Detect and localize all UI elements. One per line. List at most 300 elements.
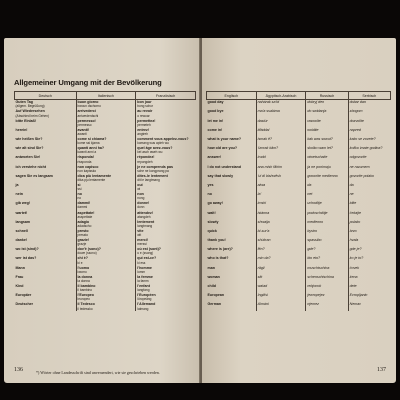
italian-term: permesso! xyxy=(77,118,96,123)
english-cell xyxy=(207,183,257,192)
french-term: attendez! xyxy=(137,210,154,215)
english-term: slowly xyxy=(207,219,219,224)
table-row xyxy=(207,302,391,311)
italian-pronunciation: non kapissko xyxy=(77,168,97,173)
german-term: ich verstehe nicht xyxy=(15,164,47,169)
english-cell xyxy=(207,137,257,146)
german-term: gib weg! xyxy=(15,201,31,206)
russian-cell: bystro xyxy=(306,229,348,238)
french-cell xyxy=(136,238,196,247)
russian-cell: gde? xyxy=(306,247,348,256)
english-cell xyxy=(207,293,257,302)
english-cell xyxy=(207,146,257,155)
english-cell xyxy=(207,118,257,127)
italian-term: l'uomo xyxy=(77,265,90,270)
french-term: l'Européen xyxy=(137,293,156,298)
english-term: child xyxy=(207,284,216,289)
german-term: Deutscher xyxy=(15,302,34,307)
italian-cell xyxy=(76,210,136,219)
italian-cell xyxy=(76,229,136,238)
serbian-cell: žena xyxy=(348,275,390,284)
french-cell xyxy=(136,219,196,228)
french-term: vite xyxy=(137,228,144,233)
russian-cell: dobryj den xyxy=(306,100,348,110)
german-cell xyxy=(15,293,77,302)
table-row xyxy=(15,137,196,146)
german-cell xyxy=(15,219,77,228)
russian-cell: ja ne ponimaju xyxy=(306,164,348,173)
table-row xyxy=(15,128,196,137)
english-term: German xyxy=(207,302,222,307)
table-row xyxy=(15,247,196,256)
french-pronunciation: dit le langtmang xyxy=(137,177,160,182)
table-row xyxy=(15,118,196,127)
german-cell xyxy=(15,192,77,201)
french-term: l'Allemand xyxy=(137,302,156,307)
russian-cell: podoschditje xyxy=(306,210,348,219)
italian-term: grazie! xyxy=(77,238,90,243)
column-header: Russisch xyxy=(306,92,348,100)
russian-cell: uchoditje xyxy=(306,201,348,210)
column-header: Französisch xyxy=(136,92,196,100)
french-term: où est (sont)? xyxy=(137,247,162,252)
italian-cell xyxy=(76,118,136,127)
german-term: sagen Sie es langsam xyxy=(15,173,53,178)
italian-pronunciation: no xyxy=(77,196,82,201)
german-term: langsam xyxy=(15,219,31,224)
french-cell xyxy=(136,164,196,173)
serbian-cell: da xyxy=(348,183,390,192)
english-term: what is your name? xyxy=(207,137,242,142)
italian-term: non capisco xyxy=(77,164,99,169)
serbian-cell: dobar dan xyxy=(348,100,390,110)
german-cell xyxy=(15,265,77,274)
arabic-cell: aiwa xyxy=(256,183,306,192)
arabic-cell: nahárak sa'íd xyxy=(256,100,306,110)
table-row xyxy=(207,275,391,284)
french-cell xyxy=(136,210,196,219)
english-cell xyxy=(207,100,257,110)
table-row xyxy=(15,265,196,274)
italian-term: il bambino xyxy=(77,284,96,289)
french-term: non xyxy=(137,192,144,197)
serbian-cell: ne xyxy=(348,192,390,201)
serbian-cell: čekajte xyxy=(348,210,390,219)
table-row xyxy=(15,164,196,173)
left-page xyxy=(4,38,200,383)
french-pronunciation: wi xyxy=(137,187,141,192)
italian-cell xyxy=(76,174,136,183)
german-term: Mann xyxy=(15,265,25,270)
serbian-cell: govorite polako xyxy=(348,174,390,183)
table-row xyxy=(207,229,391,238)
table-row xyxy=(15,183,196,192)
italian-cell xyxy=(76,100,136,110)
russian-cell: do swidanja xyxy=(306,109,348,118)
french-pronunciation: sche ne kongprang pa xyxy=(137,168,169,173)
german-term: ja xyxy=(15,182,19,187)
german-term: wie alt sind Sie? xyxy=(15,146,44,151)
german-cell xyxy=(15,238,77,247)
arabic-cell: fēn? xyxy=(256,247,306,256)
arabic-cell: ana mish fāhim xyxy=(256,164,306,173)
italian-pronunciation: dowe (ssono) xyxy=(77,251,97,256)
italian-cell xyxy=(76,256,136,265)
french-term: oui xyxy=(137,182,143,187)
french-cell xyxy=(136,265,196,274)
french-pronunciation: wit xyxy=(137,233,142,238)
french-cell xyxy=(136,229,196,238)
table-row xyxy=(15,155,196,164)
german-term: nein xyxy=(15,192,23,197)
french-pronunciation: kel asch aweh wu xyxy=(137,150,163,155)
french-term: quel âge avez-vous? xyxy=(137,146,173,151)
table-row xyxy=(15,275,196,284)
table-row xyxy=(15,302,196,311)
russian-cell: net xyxy=(306,192,348,201)
french-term: bon jour xyxy=(137,100,152,105)
table-row xyxy=(15,284,196,293)
english-cell xyxy=(207,284,257,293)
italian-pronunciation: lwomo xyxy=(77,269,87,274)
italian-pronunciation: rissponda xyxy=(77,159,92,164)
italian-term: no xyxy=(77,192,82,197)
german-cell xyxy=(15,229,77,238)
arabic-cell: irudd xyxy=(256,155,306,164)
italian-term: come si chiama? xyxy=(77,137,107,142)
french-cell xyxy=(136,183,196,192)
french-term: l'homme xyxy=(137,265,152,270)
french-term: entrez! xyxy=(137,127,150,132)
russian-cell: woidite xyxy=(306,128,348,137)
english-cell xyxy=(207,164,257,173)
french-pronunciation: repongdeh xyxy=(137,159,153,164)
german-cell xyxy=(15,137,77,146)
vocabulary-table-left xyxy=(14,91,196,311)
italian-term: dov'è (sono)? xyxy=(77,247,101,252)
russian-cell: raswolte xyxy=(306,118,348,127)
table-row xyxy=(15,174,196,183)
italian-pronunciation: pressto xyxy=(77,233,88,238)
french-cell xyxy=(136,247,196,256)
italian-pronunciation: il bambino xyxy=(77,288,93,293)
italian-pronunciation: il tedessko xyxy=(77,306,93,311)
column-header: Deutsch xyxy=(15,92,77,100)
serbian-cell: napred xyxy=(348,128,390,137)
french-cell xyxy=(136,118,196,127)
german-cell xyxy=(15,174,77,183)
italian-pronunciation: ssi xyxy=(77,187,82,192)
italian-term: arrivederci xyxy=(77,109,96,114)
german-cell xyxy=(15,164,77,173)
german-term: Frau xyxy=(15,274,24,279)
table-row xyxy=(15,256,196,265)
serbian-cell: kako se zovete? xyxy=(348,137,390,146)
french-term: dites-le lentement xyxy=(137,173,168,178)
page-number: 137 xyxy=(377,367,386,373)
french-cell xyxy=(136,146,196,155)
italian-term: il Tedesco xyxy=(77,302,95,307)
italian-pronunciation: leuropeo xyxy=(77,297,90,302)
arabic-cell: dastúr xyxy=(256,118,306,127)
russian-cell: otwetschaite xyxy=(306,155,348,164)
english-term: say that slowly xyxy=(207,173,234,178)
arabic-cell: min da? xyxy=(256,256,306,265)
arabic-cell: sitt xyxy=(256,275,306,284)
table-row xyxy=(207,293,391,302)
german-term: antworten Sie! xyxy=(15,155,41,160)
serbian-cell: čovek xyxy=(348,265,390,274)
english-cell xyxy=(207,109,257,118)
italian-cell xyxy=(76,155,136,164)
arabic-cell: 'ul di bishwēsh xyxy=(256,174,306,183)
french-pronunciation: u e (ssong) xyxy=(137,251,154,256)
french-term: lentement xyxy=(137,219,155,224)
italian-pronunciation: asspettate xyxy=(77,214,93,219)
italian-term: dammi! xyxy=(77,201,91,206)
italian-cell xyxy=(76,238,136,247)
italian-pronunciation: bwoun dschorno xyxy=(77,104,101,109)
italian-term: presto xyxy=(77,228,89,233)
french-cell xyxy=(136,302,196,311)
french-cell xyxy=(136,128,196,137)
english-cell xyxy=(207,265,257,274)
arabic-cell: imshi xyxy=(256,201,306,210)
italian-pronunciation: grazje xyxy=(77,242,87,247)
french-term: merci! xyxy=(137,238,149,243)
french-pronunciation: lomm xyxy=(137,269,146,274)
table-row xyxy=(207,109,391,118)
french-cell xyxy=(136,137,196,146)
english-term: thank you! xyxy=(207,238,226,243)
english-term: come in! xyxy=(207,127,223,132)
italian-pronunciation: permesso xyxy=(77,122,92,127)
german-cell xyxy=(15,302,77,311)
italian-cell xyxy=(76,183,136,192)
italian-cell xyxy=(76,137,136,146)
arabic-cell: la' xyxy=(256,192,306,201)
table-row xyxy=(207,155,391,164)
french-pronunciation: lalmang xyxy=(137,306,149,311)
english-term: good bye xyxy=(207,109,224,114)
french-pronunciation: permeteh xyxy=(137,122,151,127)
german-term: Europäer xyxy=(15,293,32,298)
serbian-cell: ko je to? xyxy=(348,256,390,265)
french-cell xyxy=(136,100,196,110)
english-term: no xyxy=(207,192,212,197)
english-cell xyxy=(207,229,257,238)
german-term: herein! xyxy=(15,127,28,132)
german-cell xyxy=(15,100,77,110)
table-row xyxy=(207,100,391,110)
right-page xyxy=(202,38,396,383)
french-cell xyxy=(136,192,196,201)
english-cell xyxy=(207,174,257,183)
russian-cell: kak was sowut? xyxy=(306,137,348,146)
italian-term: dica più lentamente xyxy=(77,173,112,178)
russian-cell: njemez xyxy=(306,302,348,311)
serbian-cell: dete xyxy=(348,284,390,293)
french-term: répondez! xyxy=(137,155,155,160)
english-cell xyxy=(207,201,257,210)
column-header: Ägyptisch-Arabisch xyxy=(256,92,306,100)
german-cell xyxy=(15,256,77,265)
serbian-cell: idite xyxy=(348,201,390,210)
german-cell xyxy=(15,109,77,118)
french-pronunciation: atangdeh xyxy=(137,214,151,219)
german-term: wo ist (sind)? xyxy=(15,247,39,252)
german-cell xyxy=(15,183,77,192)
italian-pronunciation: adadscho xyxy=(77,223,92,228)
french-pronunciation: langfang xyxy=(137,288,150,293)
book-spread xyxy=(4,38,396,383)
english-term: go away! xyxy=(207,201,223,206)
english-term: answer! xyxy=(207,155,222,160)
table-row xyxy=(207,183,391,192)
italian-pronunciation: dika pju lentamente xyxy=(77,177,106,182)
italian-cell xyxy=(76,219,136,228)
french-pronunciation: bong schur xyxy=(137,104,154,109)
column-header: Englisch xyxy=(207,92,257,100)
serbian-cell: koliko imate godina? xyxy=(348,146,390,155)
french-pronunciation: löropeäng xyxy=(137,297,152,302)
english-term: good day xyxy=(207,100,224,105)
table-row xyxy=(207,238,391,247)
russian-cell: skolko wam let? xyxy=(306,146,348,155)
table-row xyxy=(207,118,391,127)
italian-cell xyxy=(76,201,136,210)
arabic-cell: Ingilísi xyxy=(256,293,306,302)
french-cell xyxy=(136,256,196,265)
italian-term: sì xyxy=(77,182,81,187)
italian-cell xyxy=(76,293,136,302)
english-cell xyxy=(207,275,257,284)
italian-term: adagio xyxy=(77,219,90,224)
serbian-cell: Evropljanin xyxy=(348,293,390,302)
arabic-cell: Almáni xyxy=(256,302,306,311)
french-pronunciation: donn xyxy=(137,205,145,210)
italian-pronunciation: kwanti anni a xyxy=(77,150,97,155)
french-pronunciation: langtmang xyxy=(137,223,153,228)
english-term: quick xyxy=(207,228,217,233)
italian-term: buon giorno xyxy=(77,100,99,105)
french-cell xyxy=(136,201,196,210)
serbian-cell: hvala xyxy=(348,238,390,247)
table-row xyxy=(207,265,391,274)
italian-cell xyxy=(76,164,136,173)
french-pronunciation: angtreh xyxy=(137,131,149,136)
italian-cell xyxy=(76,192,136,201)
french-pronunciation: ki ess xyxy=(137,260,146,265)
russian-cell: medlenno xyxy=(306,219,348,228)
footnote: *) Wörter ohne Landesschrift sind unveraendert, wie sie geschrieben werden. xyxy=(36,370,160,375)
french-term: la femme xyxy=(137,274,153,279)
french-term: l'enfant xyxy=(137,284,150,289)
english-term: I do not understand xyxy=(207,164,242,169)
table-row xyxy=(15,109,196,118)
serbian-cell: brzo xyxy=(348,229,390,238)
french-pronunciation: la famm xyxy=(137,278,149,283)
italian-term: avanti! xyxy=(77,127,90,132)
french-pronunciation: o rewoar xyxy=(137,113,150,118)
italian-cell xyxy=(76,128,136,137)
table-row xyxy=(207,128,391,137)
german-cell xyxy=(15,128,77,137)
italian-pronunciation: arriwederdschi xyxy=(77,113,99,118)
table-row xyxy=(207,164,391,173)
column-header: Serbisch xyxy=(348,92,390,100)
german-cell xyxy=(15,155,77,164)
german-note: (allgem. Begrüßung) xyxy=(15,104,45,109)
german-note: (Abschied beim Gehen) xyxy=(15,113,49,118)
french-cell xyxy=(136,284,196,293)
serbian-cell: zbogom xyxy=(348,109,390,118)
italian-term: risponda! xyxy=(77,155,94,160)
arabic-cell: rāgil xyxy=(256,265,306,274)
table-row xyxy=(15,146,196,155)
serbian-cell: Nemac xyxy=(348,302,390,311)
russian-cell: schenschtschina xyxy=(306,275,348,284)
table-row xyxy=(15,219,196,228)
german-term: Auf Wiedersehen xyxy=(15,109,45,114)
italian-cell xyxy=(76,265,136,274)
arabic-cell: ismak ē? xyxy=(256,137,306,146)
english-cell xyxy=(207,155,257,164)
german-term: schnell xyxy=(15,228,28,233)
serbian-cell: dozvolite xyxy=(348,118,390,127)
italian-cell xyxy=(76,302,136,311)
german-term: wer ist das? xyxy=(15,256,37,261)
french-cell xyxy=(136,155,196,164)
arabic-cell: shwaija xyxy=(256,219,306,228)
serbian-cell: polako xyxy=(348,219,390,228)
table-row xyxy=(207,256,391,265)
english-term: how old are you? xyxy=(207,146,238,151)
french-term: donne! xyxy=(137,201,150,206)
russian-cell: da xyxy=(306,183,348,192)
table-row xyxy=(207,247,391,256)
arabic-cell: istánna xyxy=(256,210,306,219)
french-cell xyxy=(136,293,196,302)
german-cell xyxy=(15,201,77,210)
italian-cell xyxy=(76,146,136,155)
italian-pronunciation: dammi xyxy=(77,205,88,210)
arabic-cell: bi-sur'a xyxy=(256,229,306,238)
arabic-cell: itfáddal xyxy=(256,128,306,137)
italian-pronunciation: la donna xyxy=(77,278,90,283)
table-row xyxy=(207,210,391,219)
russian-cell: jewropejez xyxy=(306,293,348,302)
table-row xyxy=(15,201,196,210)
french-cell xyxy=(136,174,196,183)
german-cell xyxy=(15,275,77,284)
table-row xyxy=(15,238,196,247)
french-term: permettez! xyxy=(137,118,156,123)
italian-term: chi è? xyxy=(77,256,88,261)
arabic-cell: walad xyxy=(256,284,306,293)
italian-term: quanti anni ha? xyxy=(77,146,105,151)
english-cell xyxy=(207,238,257,247)
table-row xyxy=(207,137,391,146)
russian-cell: rebjonok xyxy=(306,284,348,293)
italian-cell xyxy=(76,109,136,118)
english-cell xyxy=(207,256,257,265)
table-row xyxy=(207,192,391,201)
table-row xyxy=(207,146,391,155)
german-cell xyxy=(15,146,77,155)
italian-cell xyxy=(76,247,136,256)
german-term: wartet! xyxy=(15,210,28,215)
